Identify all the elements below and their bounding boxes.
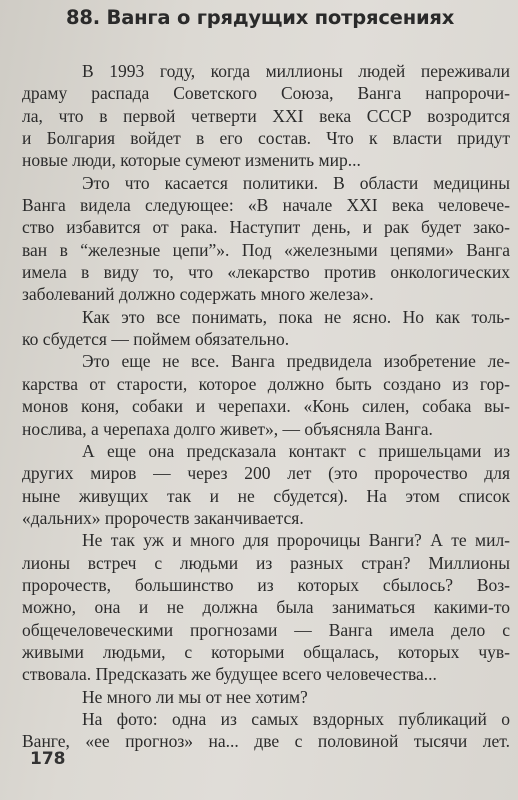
- text-line: пророчеств, большинство из которых сбылось? Воз-: [22, 574, 510, 595]
- text-line: общечеловеческими прогнозами — Ванга имела дело с: [22, 619, 510, 640]
- text-line: Не много ли мы от нее хотим?: [82, 686, 308, 707]
- text-line: ла, что в первой четверти XXI века СССР возродится: [22, 105, 510, 126]
- text-line: ствовала. Предсказать же будущее всего человечества...: [22, 664, 437, 685]
- text-line: новые люди, которые сумеют изменить мир...: [22, 150, 361, 171]
- text-line: имела в виду то, что «лекарство против онкологических: [22, 262, 510, 283]
- text-line: других миров — через 200 лет (это пророчество для: [22, 463, 510, 484]
- text-line: ныне живущих так и не сбудется). На этом список: [22, 485, 510, 506]
- text-line: можно, она и не должна была заниматься какими-то: [22, 597, 510, 618]
- text-line: карства от старости, которое должно быть создано из гор-: [22, 373, 510, 394]
- text-line: нослива, а черепаха долго живет», — объясняла Ванга.: [22, 418, 433, 439]
- chapter-title: 88. Ванга о грядущих потрясениях: [66, 6, 455, 29]
- text-line: Это еще не все. Ванга предвидела изобретение ле-: [82, 351, 510, 372]
- text-line: А еще она предсказала контакт с пришельцами из: [82, 440, 510, 461]
- text-line: заболеваний должно содержать много железа».: [22, 284, 374, 305]
- text-line: Ванге, «ее прогноз» на... две с половиной тысячи лет.: [22, 731, 510, 752]
- text-line: ко сбудется — поймем обязательно.: [22, 329, 290, 350]
- text-line: Это что касается политики. В области медицины: [82, 172, 510, 193]
- text-line: ван в “железные цепи”». Под «железными цепями» Ванга: [22, 239, 510, 260]
- body-text: [22, 60, 510, 753]
- text-line: «дальних» пророчеств заканчивается.: [22, 507, 304, 528]
- text-line: лионы встреч с людьми из разных стран? Миллионы: [22, 552, 510, 573]
- text-line: и Болгария войдет в его состав. Что к власти придут: [22, 128, 510, 149]
- text-line: живыми людьми, с которыми общалась, которых чув-: [22, 641, 510, 662]
- text-line: Не так уж и много для пророчицы Ванги? А те мил-: [82, 530, 510, 551]
- page-number: 178: [30, 749, 66, 769]
- text-line: драму распада Советского Союза, Ванга напророчи-: [22, 83, 510, 104]
- text-line: Как это все понимать, пока не ясно. Но как толь-: [82, 306, 510, 327]
- text-line: На фото: одна из самых вздорных публикаций о: [82, 708, 510, 729]
- text-line: ство избавится от рака. Наступит день, и рак будет зако-: [22, 217, 510, 238]
- text-line: Ванга видела следующее: «В начале XXI века человече-: [22, 195, 510, 216]
- text-line: В 1993 году, когда миллионы людей переживали: [82, 61, 510, 81]
- text-line: монов коня, собаки и черепахи. «Конь силен, собака вы-: [22, 396, 510, 417]
